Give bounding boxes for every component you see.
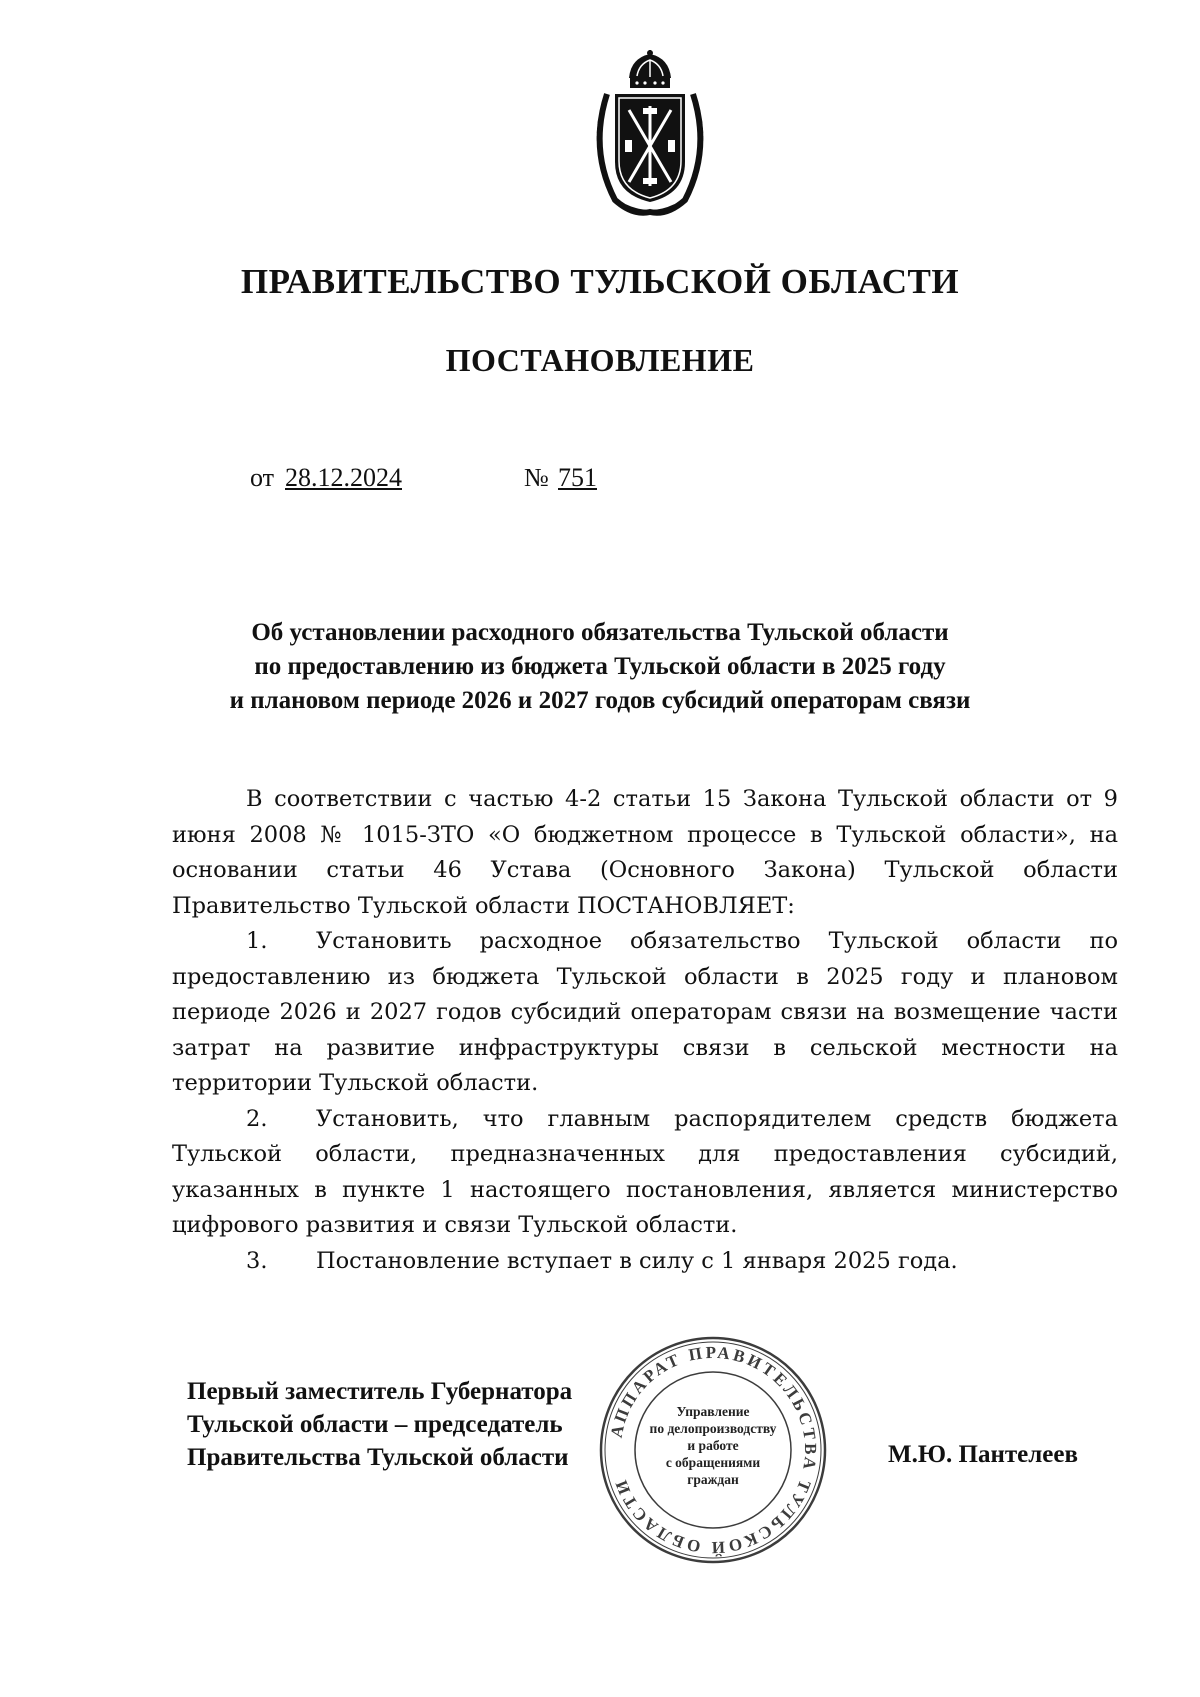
stamp-outer-text: АППАРАТ ПРАВИТЕЛЬСТВА ТУЛЬСКОЙ ОБЛАСТИ (606, 1342, 821, 1558)
item-number: 3. (246, 1247, 268, 1274)
position-line: Первый заместитель Губернатора (187, 1378, 573, 1405)
position-line: Правительства Тульской области (187, 1444, 569, 1471)
resolution-item (172, 924, 1118, 1102)
item-text: Установить расходное обязательство Тульской области по предоставлению из бюджета Тульской области в 2025 году и плановом периоде 2026 и 2027 годов субсидий операторам связи на возмещение части затрат на развитие инфраструктуры связи в сельской местности на территории Тульской области. (172, 928, 1118, 1096)
title-line: Об установлении расходного обязательства Тульской области (251, 619, 949, 646)
item-text: Постановление вступает в силу с 1 января 2025 года. (316, 1247, 958, 1274)
document-date: 28.12.2024 (285, 463, 402, 492)
resolution-item (172, 1244, 1118, 1280)
title-line: по предоставлению из бюджета Тульской области в 2025 году (254, 653, 946, 680)
stamp-line: с обращениями (665, 1455, 761, 1470)
stamp-line: по делопроизводству (649, 1421, 777, 1436)
tula-region-coat-of-arms-icon (585, 50, 715, 218)
document-type: ПОСТАНОВЛЕНИЕ (445, 342, 755, 378)
organization-name: ПРАВИТЕЛЬСТВО ТУЛЬСКОЙ ОБЛАСТИ (240, 262, 960, 301)
document-body (172, 782, 1118, 1279)
preamble-paragraph: В соответствии с частью 4-2 статьи 15 Закона Тульской области от 9 июня 2008 № 1015-ЗТО «О бюджетном процессе в Тульской области», на основании статьи 46 Устава (Основного Закона) Тульской области Правительство Тульской области ПОСТАНОВЛЯЕТ: (172, 786, 1118, 919)
item-number: 1. (246, 928, 268, 954)
item-text: Установить, что главным распорядителем средств бюджета Тульской области, предназначенных для предоставления субсидий, указанных в пункте 1 настоящего постановления, является министерство цифрового развития и связи Тульской области. (172, 1105, 1118, 1238)
resolution-item (172, 1102, 1118, 1244)
stamp-line: Управление (676, 1404, 750, 1419)
date-label: от (250, 463, 275, 492)
registration-line (0, 463, 1200, 495)
document-title (100, 616, 1100, 718)
stamp-line: граждан (687, 1472, 739, 1487)
stamp-inner-text (633, 1403, 793, 1488)
document-number: 751 (558, 463, 597, 492)
position-line: Тульской области – председатель (187, 1411, 563, 1438)
item-number: 2. (246, 1105, 268, 1132)
stamp-line: и работе (687, 1438, 739, 1453)
number-label: № (524, 463, 549, 492)
title-line: и плановом периоде 2026 и 2027 годов субсидий операторам связи (229, 687, 971, 714)
signatory-position (187, 1375, 572, 1474)
signatory-name: М.Ю. Пантелеев (888, 1441, 1078, 1468)
